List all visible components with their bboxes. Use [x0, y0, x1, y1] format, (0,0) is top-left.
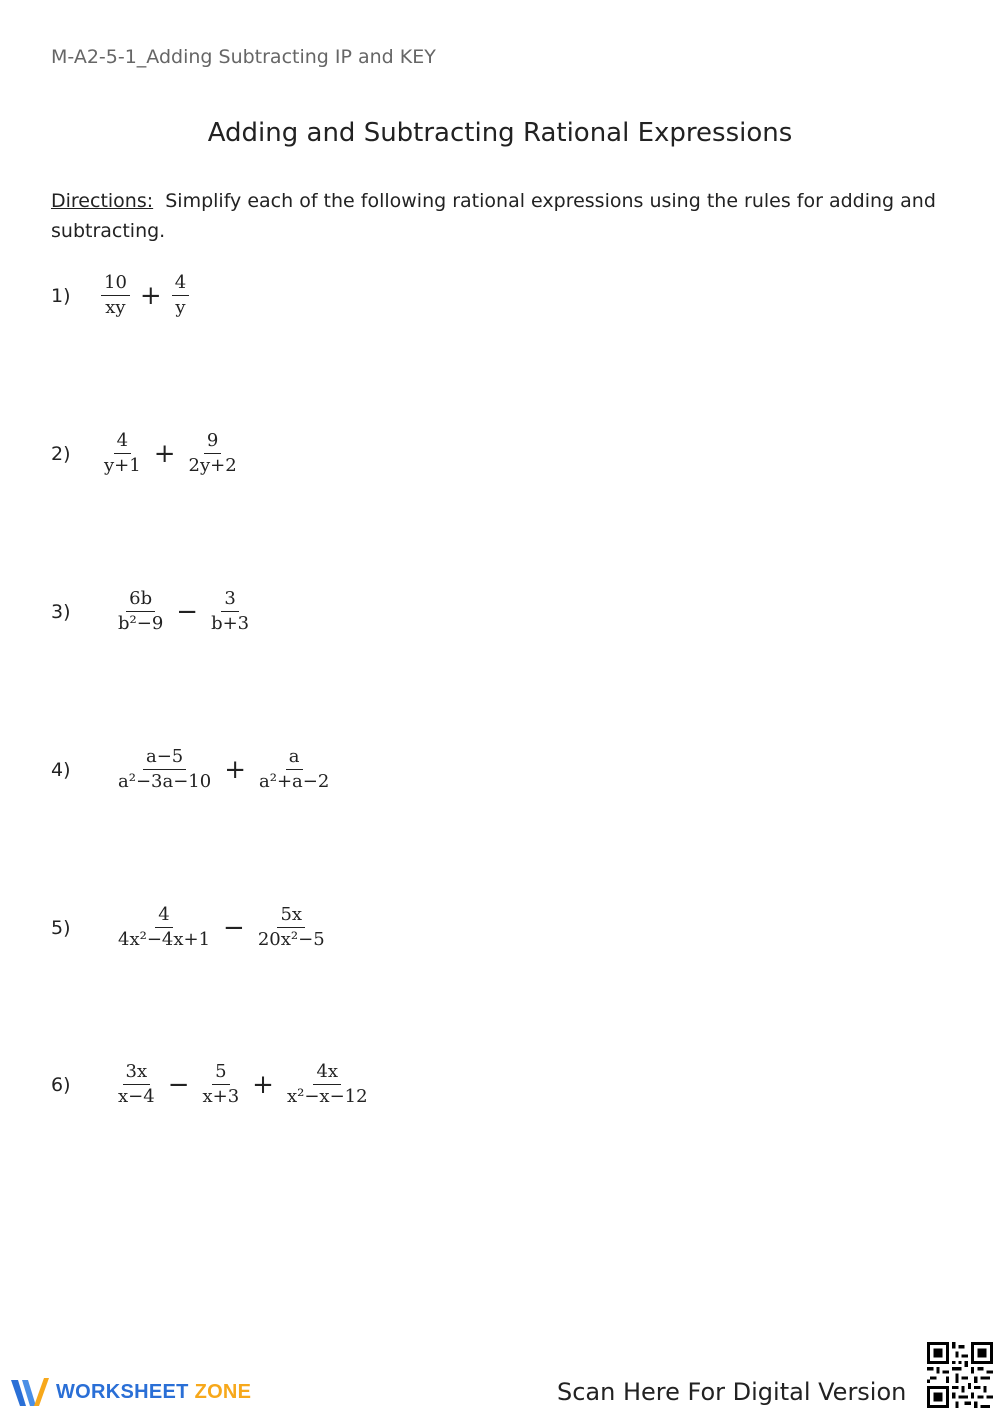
logo-wordmark — [56, 1381, 251, 1404]
denominator: 20x²−5 — [257, 929, 325, 950]
fraction — [115, 746, 214, 793]
denominator: b+3 — [211, 613, 250, 634]
directions — [51, 186, 976, 246]
problem-6 — [51, 1061, 373, 1108]
problem-number: 1) — [51, 284, 71, 307]
operator: − — [223, 912, 245, 943]
qr-code-icon[interactable] — [927, 1342, 993, 1408]
numerator: 4x — [313, 1061, 341, 1085]
denominator: b²−9 — [118, 613, 164, 634]
denominator: a²+a−2 — [259, 771, 330, 792]
denominator: x−4 — [118, 1086, 155, 1107]
fraction — [256, 746, 332, 793]
math-expression — [113, 1061, 373, 1108]
denominator: y+1 — [104, 455, 141, 476]
fraction — [199, 1061, 242, 1108]
problem-4 — [51, 746, 334, 793]
worksheetzone-logo-icon — [10, 1374, 50, 1410]
math-expression — [99, 272, 191, 319]
fraction — [284, 1061, 371, 1108]
math-expression — [113, 588, 254, 635]
fraction — [208, 588, 252, 635]
numerator: 4 — [172, 272, 189, 296]
denominator: x²−x−12 — [286, 1086, 368, 1107]
fraction — [186, 430, 240, 477]
numerator: 5 — [212, 1061, 229, 1085]
numerator: 3 — [221, 588, 238, 612]
page-title: Adding and Subtracting Rational Expressions — [207, 118, 793, 148]
math-expression — [113, 904, 330, 951]
scan-here-text: Scan Here For Digital Version — [557, 1378, 907, 1406]
document-code: M-A2-5-1_Adding Subtracting IP and KEY — [51, 46, 436, 68]
denominator: a²−3a−10 — [118, 771, 212, 792]
denominator: xy — [105, 297, 126, 318]
problem-3 — [51, 588, 254, 635]
denominator: 2y+2 — [188, 455, 237, 476]
operator: + — [153, 438, 176, 469]
fraction — [101, 272, 130, 319]
operator: − — [176, 596, 199, 627]
directions-text: Simplify each of the following rational expressions using the rules for adding and subtracting. — [51, 190, 936, 242]
problem-number: 6) — [51, 1073, 71, 1096]
numerator: 6b — [126, 588, 155, 612]
problem-2 — [51, 430, 242, 477]
fraction — [115, 1061, 158, 1108]
numerator: a−5 — [143, 746, 186, 770]
numerator: 4 — [114, 430, 131, 454]
operator: + — [139, 280, 162, 311]
numerator: 3x — [123, 1061, 151, 1085]
problem-number: 4) — [51, 758, 71, 781]
problem-number: 5) — [51, 916, 71, 939]
logo-text-zone: ZONE — [194, 1380, 252, 1403]
operator: − — [167, 1069, 190, 1100]
directions-label: Directions: — [51, 190, 154, 212]
problem-number: 3) — [51, 600, 71, 623]
problem-1 — [51, 272, 191, 319]
math-expression — [113, 746, 334, 793]
operator: + — [252, 1069, 274, 1100]
problem-5 — [51, 904, 330, 951]
denominator: 4x²−4x+1 — [118, 929, 211, 950]
denominator: x+3 — [202, 1086, 240, 1107]
problem-number: 2) — [51, 442, 71, 465]
numerator: 4 — [155, 904, 172, 928]
numerator: 9 — [204, 430, 221, 454]
logo-text-worksheet: WORKSHEET — [56, 1380, 189, 1403]
numerator: a — [286, 746, 303, 770]
fraction — [101, 430, 144, 477]
math-expression — [99, 430, 242, 477]
fraction — [172, 272, 189, 319]
numerator: 5x — [277, 904, 305, 928]
numerator: 10 — [101, 272, 130, 296]
denominator: y — [175, 297, 186, 318]
operator: + — [224, 754, 246, 785]
fraction — [115, 588, 166, 635]
fraction — [255, 904, 328, 951]
worksheet-zone-logo — [10, 1374, 251, 1410]
fraction — [115, 904, 213, 951]
